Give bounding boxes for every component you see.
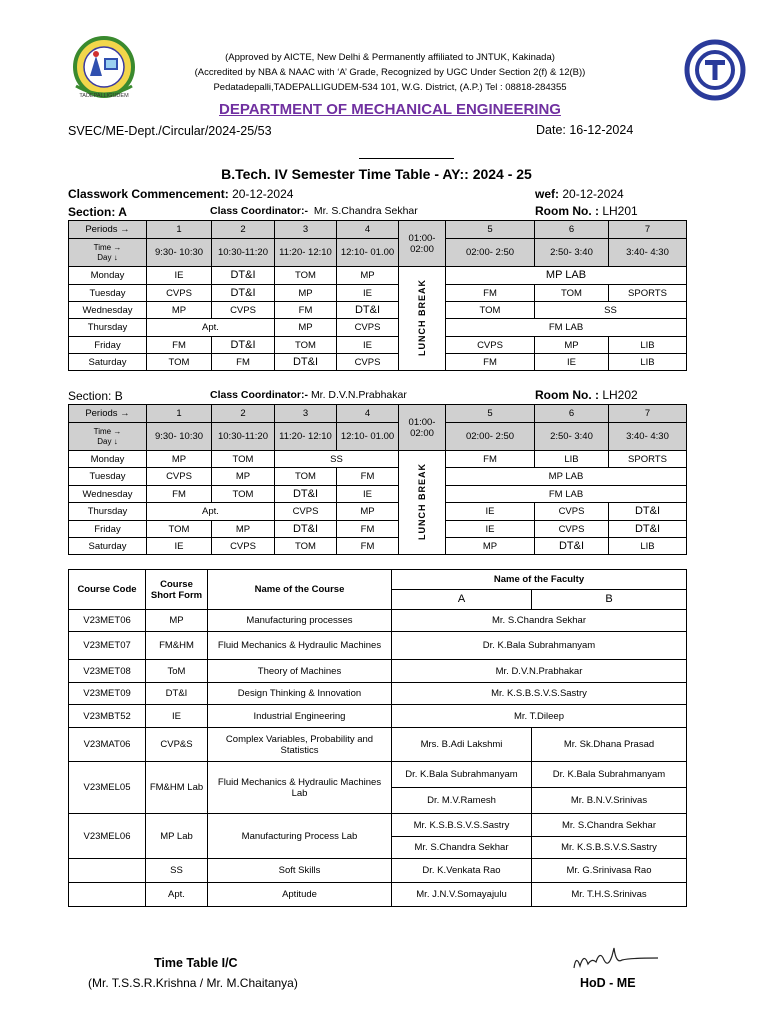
header-course-code: Course Code [69,570,146,610]
cell: TOM [446,302,535,319]
table-row [69,354,687,371]
course-code: V23MET07 [69,632,146,660]
cell: SPORTS [609,285,687,302]
cell: IE [446,503,535,521]
cell: CVPS [535,503,609,521]
faculty-b: Mr. S.Chandra Sekhar [532,814,687,837]
cell: SS [275,451,399,468]
course-code [69,883,146,907]
cell: DT&I [212,285,275,302]
time-6: 2:50- 3:40 [535,239,609,267]
course-short: CVP&S [146,728,208,762]
course-short: ToM [146,660,208,683]
cell: LIB [609,354,687,371]
day: Monday [69,267,147,285]
table-row [69,814,687,837]
circular-date: Date: 16-12-2024 [536,123,634,137]
cell: CVPS [446,337,535,354]
cell: DT&I [275,354,337,371]
cell: DT&I [212,267,275,285]
course-name: Fluid Mechanics & Hydraulic Machines [208,632,392,660]
day: Thursday [69,319,147,337]
cell: Apt. [147,503,275,521]
table-row [69,521,687,538]
cell: DT&I [535,538,609,555]
time-3: 11:20- 12:10 [275,423,337,451]
cell: MP [147,302,212,319]
cell: LIB [535,451,609,468]
cell: TOM [212,451,275,468]
course-code: V23MEL06 [69,814,146,859]
period-1: 1 [147,405,212,423]
course-code: V23MET08 [69,660,146,683]
college-logo [66,36,142,102]
table-row [69,538,687,555]
incharge-names: (Mr. T.S.S.R.Krishna / Mr. M.Chaitanya) [88,976,298,990]
cell: CVPS [275,503,337,521]
section-b-coordinator: Class Coordinator:- Mr. D.V.N.Prabhakar [210,389,407,401]
time-7: 3:40- 4:30 [609,423,687,451]
faculty-a: Dr. K.Venkata Rao [392,859,532,883]
table-row [69,859,687,883]
day: Tuesday [69,468,147,486]
period-7: 7 [609,405,687,423]
accreditation-line: (Accredited by NBA & NAAC with ‘A’ Grade, Recognized by UGC Under Section 2(f) & 12(B)) [194,67,586,78]
cell: LIB [609,337,687,354]
faculty-a: Dr. M.V.Ramesh [392,788,532,814]
timetable-title: B.Tech. IV Semester Time Table - AY:: 2024 - 25 [221,166,532,182]
cell: SPORTS [609,451,687,468]
cell: TOM [147,354,212,371]
cell: IE [337,285,399,302]
header-section-a: A [392,590,532,610]
table-row [69,337,687,354]
cell: CVPS [147,468,212,486]
day: Saturday [69,538,147,555]
cell: FM [147,337,212,354]
cell: IE [446,521,535,538]
hod-signature [570,940,660,976]
cell: FM [446,285,535,302]
course-short: Apt. [146,883,208,907]
section-a-room: Room No. : LH201 [535,204,638,218]
cell: MP LAB [446,267,687,285]
faculty-b: Mr. Sk.Dhana Prasad [532,728,687,762]
course-code: V23MET09 [69,683,146,705]
course-name: Design Thinking & Innovation [208,683,392,705]
cell: DT&I [337,302,399,319]
period-3: 3 [275,405,337,423]
section-b-label: Section: B [68,389,123,403]
faculty: Mr. S.Chandra Sekhar [392,610,687,632]
cell: MP [275,319,337,337]
faculty-b: Mr. B.N.V.Srinivas [532,788,687,814]
course-code: V23MEL05 [69,762,146,814]
time-5: 02:00- 2:50 [446,423,535,451]
divider [359,158,454,159]
cell: FM [275,302,337,319]
time-1: 9:30- 10:30 [147,423,212,451]
table-row [69,451,687,468]
period-5: 5 [446,221,535,239]
table-row [69,705,687,728]
cell: MP [535,337,609,354]
course-short: FM&HM Lab [146,762,208,814]
cell: SS [535,302,687,319]
time-1: 9:30- 10:30 [147,239,212,267]
section-b-room: Room No. : LH202 [535,388,638,402]
faculty-b: Mr. G.Srinivasa Rao [532,859,687,883]
faculty: Dr. K.Bala Subrahmanyam [392,632,687,660]
cell: LIB [609,538,687,555]
cell: CVPS [147,285,212,302]
header-section-b: B [532,590,687,610]
cell: CVPS [535,521,609,538]
cell: FM [337,468,399,486]
course-name: Fluid Mechanics & Hydraulic Machines Lab [208,762,392,814]
faculty-a: Mr. K.S.B.S.V.S.Sastry [392,814,532,837]
course-code: V23MAT06 [69,728,146,762]
table-row [69,683,687,705]
period-1: 1 [147,221,212,239]
table-row [69,302,687,319]
course-name: Aptitude [208,883,392,907]
faculty-a: Mr. S.Chandra Sekhar [392,837,532,859]
accreditation-logo [683,38,747,102]
cell: TOM [212,486,275,503]
cell: CVPS [337,319,399,337]
course-code: V23MET06 [69,610,146,632]
faculty: Mr. T.Dileep [392,705,687,728]
faculty: Mr. K.S.B.S.V.S.Sastry [392,683,687,705]
approval-line: (Approved by AICTE, New Delhi & Permanently affiliated to JNTUK, Kakinada) [225,52,555,63]
table-row [69,728,687,762]
cell: CVPS [212,302,275,319]
cell: DT&I [609,503,687,521]
day: Monday [69,451,147,468]
faculty-b: Mr. T.H.S.Srinivas [532,883,687,907]
time-day-label: Time → Day ↓ [69,423,147,451]
classwork-commencement: Classwork Commencement: 20-12-2024 [68,187,294,201]
hod-title: HoD - ME [580,976,636,990]
faculty-b: Mr. K.S.B.S.V.S.Sastry [532,837,687,859]
table-row [69,267,687,285]
period-5: 5 [446,405,535,423]
cell: IE [337,486,399,503]
cell: FM [337,538,399,555]
course-short: MP [146,610,208,632]
section-b-timetable [68,404,687,555]
time-6: 2:50- 3:40 [535,423,609,451]
course-short: DT&I [146,683,208,705]
cell: IE [147,267,212,285]
cell: MP [147,451,212,468]
cell: IE [337,337,399,354]
course-faculty-table [68,569,687,907]
day: Saturday [69,354,147,371]
period-2: 2 [212,405,275,423]
course-short: FM&HM [146,632,208,660]
table-row [69,660,687,683]
cell: FM [212,354,275,371]
course-short: SS [146,859,208,883]
course-name: Complex Variables, Probability and Statistics [208,728,392,762]
cell: DT&I [609,521,687,538]
cell: IE [147,538,212,555]
faculty: Mr. D.V.N.Prabhakar [392,660,687,683]
course-code: V23MBT52 [69,705,146,728]
faculty-a: Dr. K.Bala Subrahmanyam [392,762,532,788]
cell: MP [275,285,337,302]
table-row [69,319,687,337]
day: Wednesday [69,302,147,319]
periods-label: Periods → [69,221,147,239]
table-row [69,285,687,302]
day: Friday [69,521,147,538]
course-name: Manufacturing processes [208,610,392,632]
cell: MP [446,538,535,555]
course-code [69,859,146,883]
address-line: Pedatadepalli,TADEPALLIGUDEM-534 101, W.G. District, (A.P.) Tel : 08818-284355 [213,82,567,93]
period-4: 4 [337,221,399,239]
course-short: IE [146,705,208,728]
cell: TOM [275,267,337,285]
cell: TOM [535,285,609,302]
table-row [69,632,687,660]
cell: DT&I [212,337,275,354]
table-row [69,762,687,788]
cell: CVPS [337,354,399,371]
cell: MP [337,503,399,521]
period-6: 6 [535,221,609,239]
header-short-form: Course Short Form [146,570,208,610]
course-name: Theory of Machines [208,660,392,683]
cell: MP [212,468,275,486]
table-row [69,468,687,486]
course-name: Soft Skills [208,859,392,883]
day: Tuesday [69,285,147,302]
cell: TOM [275,538,337,555]
period-7: 7 [609,221,687,239]
cell: MP LAB [446,468,687,486]
cell: Apt. [147,319,275,337]
day: Wednesday [69,486,147,503]
header-course-name: Name of the Course [208,570,392,610]
cell: FM LAB [446,319,687,337]
department-title: DEPARTMENT OF MECHANICAL ENGINEERING [219,101,561,118]
svg-text:TADEPALLIGUDEM: TADEPALLIGUDEM [79,93,129,99]
course-short: MP Lab [146,814,208,859]
time-2: 10:30-11:20 [212,239,275,267]
cell: FM LAB [446,486,687,503]
faculty-a: Mrs. B.Adi Lakshmi [392,728,532,762]
header-faculty: Name of the Faculty [392,570,687,590]
section-a-label: Section: A [68,205,127,219]
time-7: 3:40- 4:30 [609,239,687,267]
time-2: 10:30-11:20 [212,423,275,451]
lunch-break: LUNCH BREAK [399,267,446,371]
course-name: Industrial Engineering [208,705,392,728]
cell: FM [446,354,535,371]
cell: DT&I [275,521,337,538]
lunch-break: LUNCH BREAK [399,451,446,555]
cell: TOM [147,521,212,538]
cell: MP [337,267,399,285]
cell: TOM [275,468,337,486]
cell: FM [337,521,399,538]
period-4: 4 [337,405,399,423]
course-name: Manufacturing Process Lab [208,814,392,859]
time-day-label: Time → Day ↓ [69,239,147,267]
cell: MP [212,521,275,538]
cell: TOM [275,337,337,354]
table-row [69,610,687,632]
period-3: 3 [275,221,337,239]
time-3: 11:20- 12:10 [275,239,337,267]
wef-date: wef: 20-12-2024 [535,187,624,201]
faculty-a: Mr. J.N.V.Somayajulu [392,883,532,907]
table-row [69,486,687,503]
lunch-time: 01:00- 02:00 [399,405,446,451]
cell: FM [446,451,535,468]
section-a-coordinator: Class Coordinator:- Mr. S.Chandra Sekhar [210,205,418,217]
day: Friday [69,337,147,354]
cell: DT&I [275,486,337,503]
table-row [69,883,687,907]
timetable-incharge: Time Table I/C [154,956,238,970]
cell: FM [147,486,212,503]
day: Thursday [69,503,147,521]
time-4: 12:10- 01.00 [337,423,399,451]
cell: IE [535,354,609,371]
time-5: 02:00- 2:50 [446,239,535,267]
section-a-timetable [68,220,687,371]
circular-number: SVEC/ME-Dept./Circular/2024-25/53 [68,124,272,138]
lunch-time: 01:00- 02:00 [399,221,446,267]
cell: CVPS [212,538,275,555]
period-6: 6 [535,405,609,423]
time-4: 12:10- 01.00 [337,239,399,267]
table-row [69,503,687,521]
faculty-b: Dr. K.Bala Subrahmanyam [532,762,687,788]
period-2: 2 [212,221,275,239]
periods-label: Periods → [69,405,147,423]
